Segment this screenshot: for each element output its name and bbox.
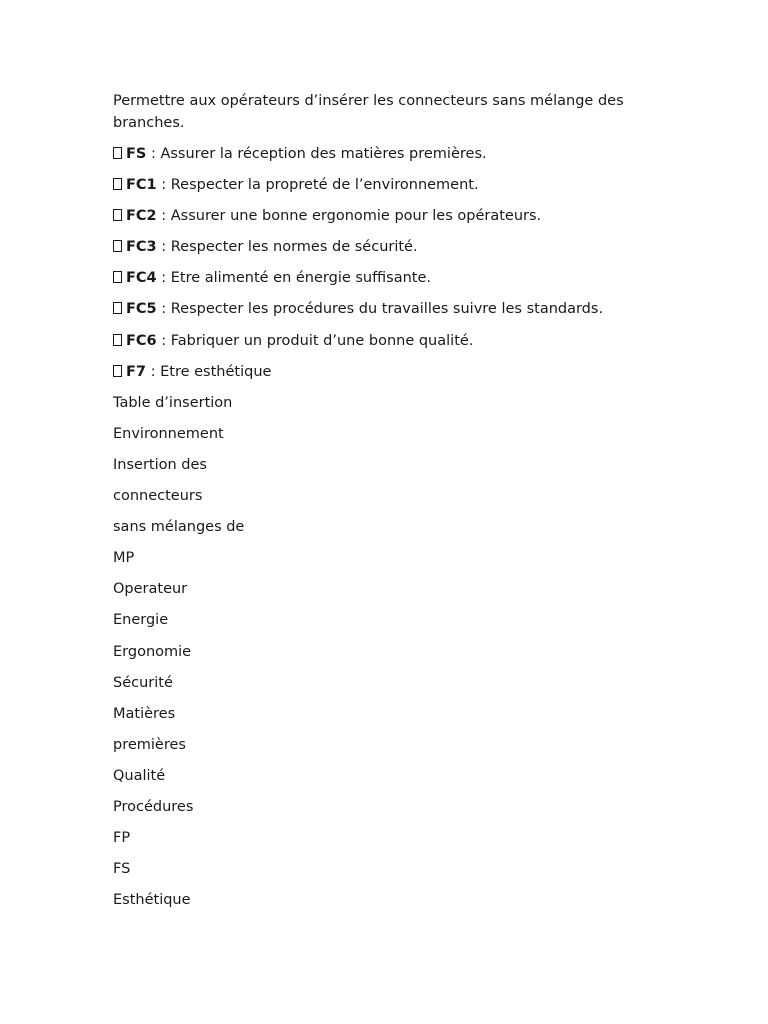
function-text: : Assurer une bonne ergonomie pour les opérateurs. — [156, 208, 542, 225]
checkbox-bullet-icon — [113, 209, 122, 221]
checkbox-bullet-icon — [113, 302, 122, 314]
label-item: Environnement — [113, 425, 224, 442]
checkbox-bullet-icon — [113, 147, 122, 159]
function-code: FC3 — [126, 239, 157, 256]
function-code: FS — [126, 146, 147, 162]
checkbox-bullet-icon — [113, 334, 122, 346]
label-item: connecteurs — [113, 488, 203, 505]
function-item — [113, 205, 658, 236]
function-text: : Respecter les normes de sécurité. — [156, 239, 418, 256]
function-code: FC1 — [126, 177, 157, 194]
label-item: MP — [113, 550, 135, 567]
label-item: Procédures — [113, 798, 194, 815]
function-item — [113, 236, 658, 267]
function-text: : Fabriquer un produit d’une bonne qualité. — [156, 332, 474, 349]
label-item: sans mélanges de — [113, 519, 245, 536]
function-code: FC6 — [126, 332, 157, 349]
document-content — [113, 90, 658, 920]
function-code: FC5 — [126, 301, 157, 318]
label-item: premières — [113, 736, 186, 753]
function-item — [113, 298, 658, 329]
function-text: : Assurer la réception des matières premières. — [146, 146, 487, 162]
label-item: Insertion des — [113, 456, 207, 473]
function-item — [113, 361, 658, 392]
function-item — [113, 267, 658, 298]
label-item: Sécurité — [113, 674, 173, 691]
function-item — [113, 174, 658, 205]
label-item: Energie — [113, 612, 169, 629]
function-code: FC4 — [126, 270, 157, 287]
function-text: : Etre esthétique — [146, 363, 272, 380]
checkbox-bullet-icon — [113, 178, 122, 190]
label-item: Operateur — [113, 581, 188, 598]
label-item: FS — [113, 861, 131, 878]
function-code: FC2 — [126, 208, 157, 225]
checkbox-bullet-icon — [113, 240, 122, 252]
function-item — [113, 143, 658, 174]
label-item: Esthétique — [113, 892, 191, 909]
function-code: F7 — [126, 363, 146, 380]
label-item: Matières — [113, 705, 176, 722]
function-text: : Respecter la propreté de l’environnement. — [156, 177, 479, 194]
checkbox-bullet-icon — [113, 271, 122, 283]
label-item: Ergonomie — [113, 643, 192, 660]
label-item: Table d’insertion — [113, 394, 233, 411]
function-list — [113, 143, 658, 392]
function-text: : Respecter les procédures du travailles suivre les standards. — [156, 301, 604, 318]
label-item: Qualité — [113, 767, 166, 784]
diagram-label-list — [113, 392, 658, 921]
function-item — [113, 330, 658, 361]
intro-paragraph: Permettre aux opérateurs d’insérer les connecteurs sans mélange des branches. — [113, 93, 624, 131]
function-text: : Etre alimenté en énergie suffisante. — [156, 270, 431, 287]
checkbox-bullet-icon — [113, 365, 122, 377]
label-item: FP — [113, 830, 131, 847]
